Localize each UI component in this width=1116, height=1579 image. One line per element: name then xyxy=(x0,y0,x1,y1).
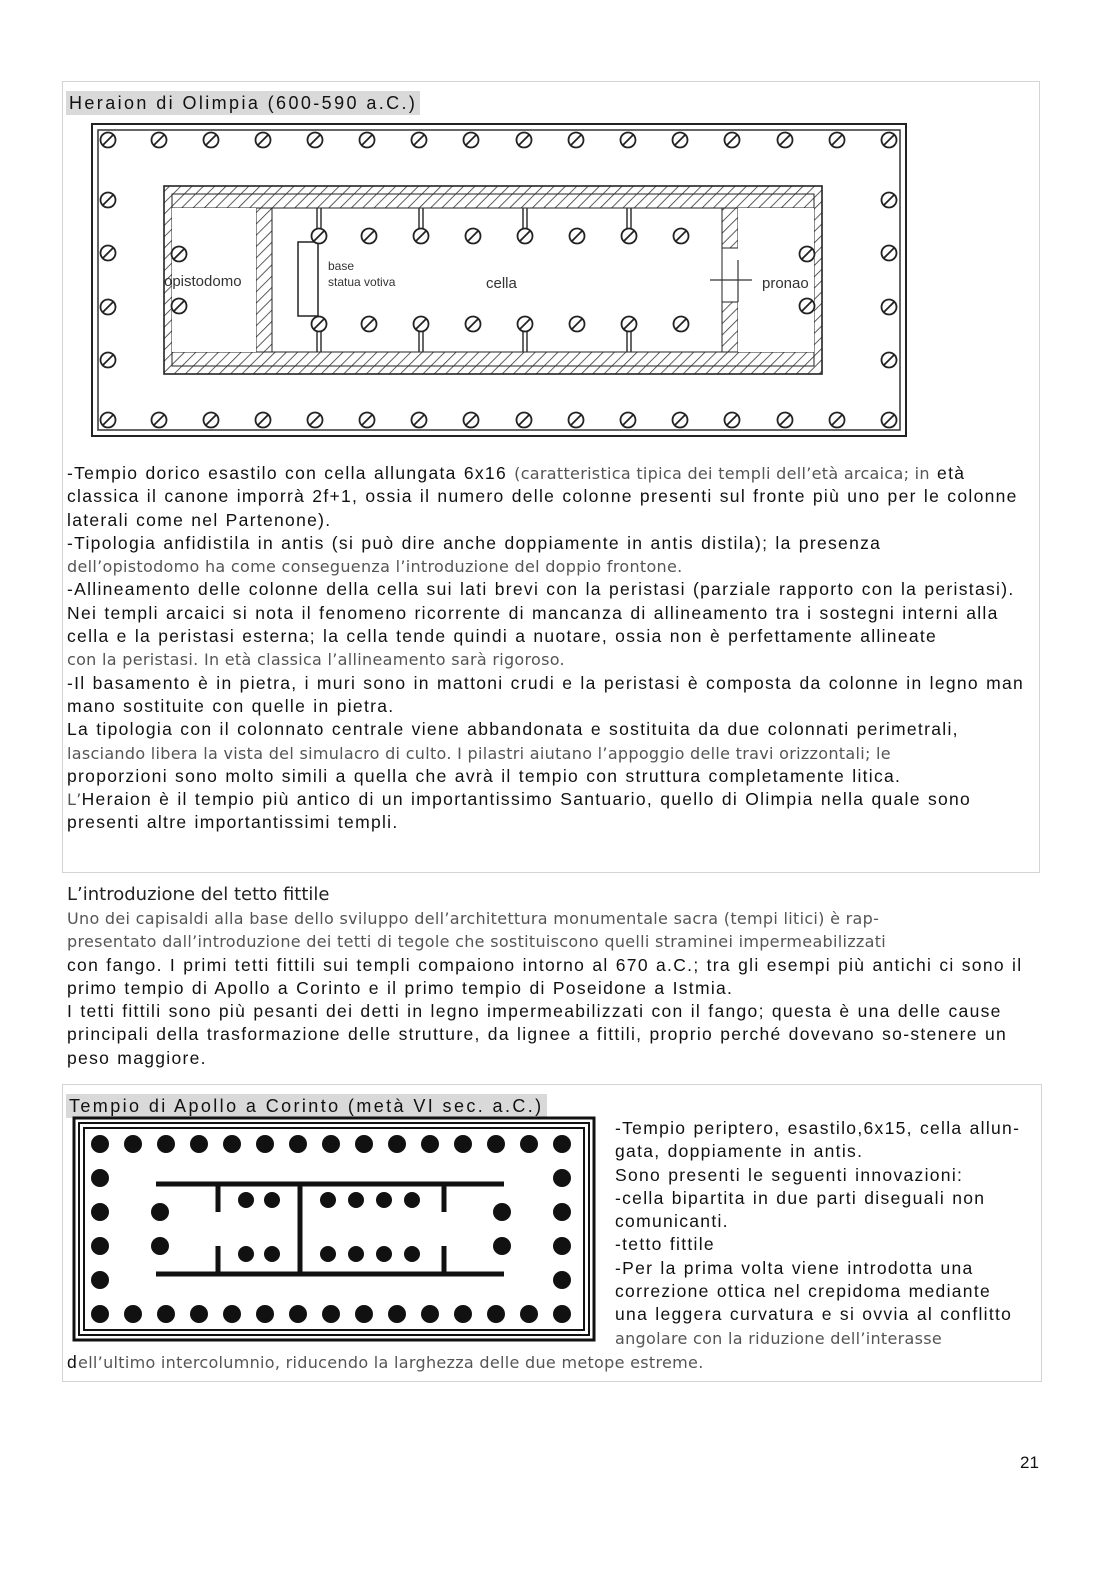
heraion-plan xyxy=(88,120,918,445)
tetto-para-2: I tetti fittili sono più pesanti dei detti in legno impermeabilizzati con il fango; questa è una delle cause principali della trasformazione delle strutture, da lignee a fittili, proprio perché dovevano so-stenere un peso maggiore. xyxy=(67,1001,1008,1068)
heraion-para-5: -Il basamento è in pietra, i muri sono in mattoni crudi e la peristasi è composta da colonne in legno man mano sostituite con quelle in pietra. xyxy=(67,672,1025,716)
heraion-para-7: L’Heraion è il tempio più antico di un importantissimo Santuario, quello di Olimpia nella quale sono presenti altre importantissimi templi. xyxy=(67,789,972,833)
label-opistodomo: opistodomo xyxy=(164,273,242,290)
corinto-line-3: Sono presenti le seguenti innovazioni: xyxy=(615,1164,964,1185)
tetto-para-1: Uno dei capisaldi alla base dello sviluppo dell’architettura monumentale sacra (tempi litici) è rap- presentato dall’introduzione dei tetti di tegole che sostituiscono quelli straminei impermeabilizzati con fango. I primi tetti fittili sui templi compaiono intorno al 670 a.C.; tra gli esempi più antichi ci sono il primo tempio di Apollo a Corinto e il primo tempio di Poseidone a Istmia. xyxy=(67,909,1023,998)
corinto-line-6: -tetto fittile xyxy=(615,1234,715,1255)
corinto-line-4: -cella bipartita in due parti diseguali non xyxy=(615,1187,986,1208)
corinto-line-8: correzione ottica nel crepidoma mediante xyxy=(615,1281,992,1302)
page-number: 21 xyxy=(1020,1453,1039,1472)
heraion-para-6: La tipologia con il colonnato centrale viene abbandonata e sostituita da due colonnati perimetrali, lasciando libera la vista del simulacro di culto. I pilastri aiutano l’appoggio delle travi orizzontali; le proporzioni sono molto simili a quella che avrà il tempio con struttura completamente litica. xyxy=(67,719,959,786)
label-pronao: pronao xyxy=(762,275,809,292)
heraion-title: Heraion di Olimpia (600-590 a.C.) xyxy=(66,91,420,115)
corinto-bottom-text: dell’ultimo intercolumnio, riducendo la larghezza delle due metope estreme. xyxy=(67,1352,704,1372)
corinto-side-text xyxy=(615,1117,1040,1350)
heraion-para-4: Nei templi arcaici si nota il fenomeno ricorrente di mancanza di allineamento tra i sostegni interni alla cella e la peristasi esterna; la cella tende quindi a nuotare, ossia non è perfettamente allineate con la peristasi. In età classica l’allineamento sarà rigoroso. xyxy=(67,602,999,670)
heraion-text xyxy=(67,462,1035,835)
corinto-line-2: gata, doppiamente in antis. xyxy=(615,1141,864,1162)
heraion-para-2: -Tipologia anfidistila in antis (si può dire anche doppiamente in antis distila); la presenza dell’opistodomo ha come conseguenza l’introduzione del doppio frontone. xyxy=(67,532,882,577)
tetto-fittile-text xyxy=(67,907,1035,1070)
corinto-plan xyxy=(72,1116,598,1344)
corinto-line-10: angolare con la riduzione dell’interasse xyxy=(615,1328,943,1348)
tetto-fittile-heading: L’introduzione del tetto fittile xyxy=(67,884,330,905)
heraion-para-1: -Tempio dorico esastilo con cella allungata 6x16 (caratteristica tipica dei templi dell’età arcaica; in età classica il canone imporrà 2f+1, ossia il numero delle colonne presenti sul fronte più uno per le colonne laterali come nel Partenone). xyxy=(67,463,1018,530)
corinto-title: Tempio di Apollo a Corinto (metà VI sec. a.C.) xyxy=(66,1094,547,1118)
label-base: base xyxy=(328,259,355,273)
label-statua-votiva: statua votiva xyxy=(328,275,396,289)
corinto-line-9: una leggera curvatura e si ovvia al conflitto xyxy=(615,1304,1013,1325)
corinto-line-1: -Tempio periptero, esastilo,6x15, cella allun- xyxy=(615,1118,1021,1138)
label-cella: cella xyxy=(486,275,517,292)
corinto-line-5: comunicanti. xyxy=(615,1211,729,1232)
corinto-line-7: -Per la prima volta viene introdotta una xyxy=(615,1257,974,1278)
heraion-para-3: -Allineamento delle colonne della cella sui lati brevi con la peristasi (parziale rapporto con la peristasi). xyxy=(67,579,1015,600)
